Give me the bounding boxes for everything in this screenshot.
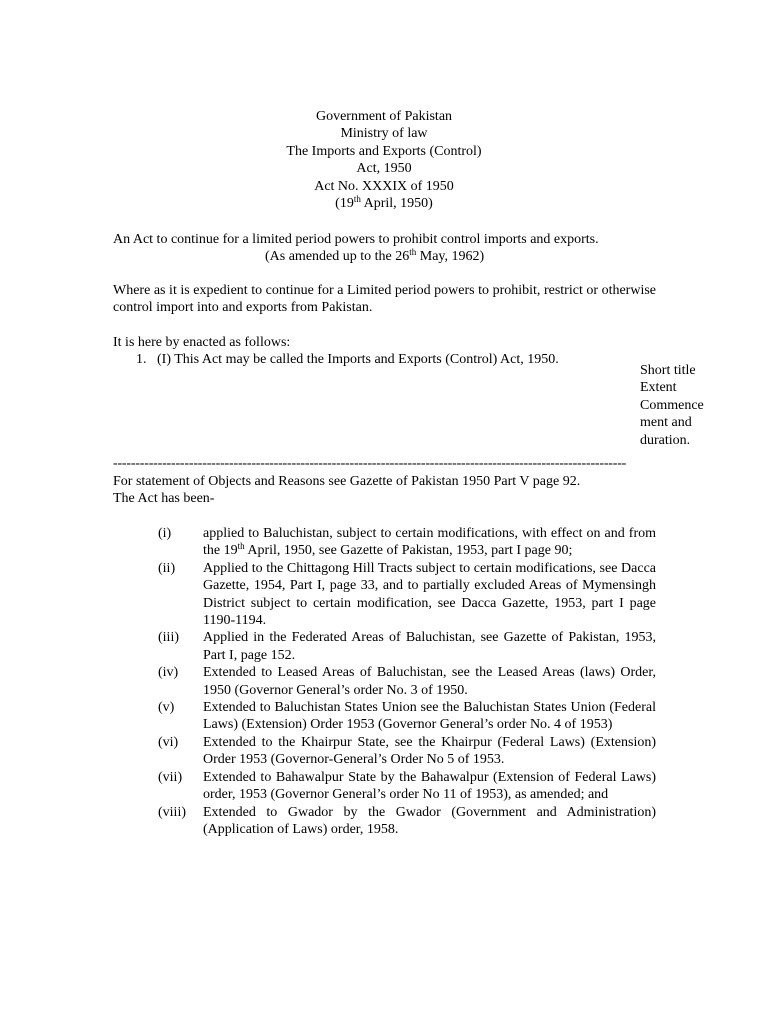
list-item-text: Extended to Gwador by the Gwador (Government and Administration) (Application of Laws) order, 1958.: [203, 804, 656, 837]
margin-note-line: Commence: [640, 397, 704, 413]
purpose-text: An Act to continue for a limited period powers to prohibit control imports and exports.: [113, 232, 599, 247]
header-date-pre: (19: [335, 196, 354, 212]
list-item-text: Applied to the Chittagong Hill Tracts subject to certain modifications, see Dacca Gazette, 1954, Part I, page 33, and to partially excluded Areas of Mymensingh District subject to certain modification, see Dacca Gazette, 1953, part I page 1190-1194.: [203, 560, 656, 629]
list-item-number: (ii): [158, 560, 176, 576]
header-date-sup: th: [353, 194, 361, 205]
preamble-whereas: Where as it is expedient to continue for a Limited period powers to prohibit, restrict or otherwise control import into and exports from Pakistan.: [113, 283, 656, 316]
header-government: Government of Pakistan: [315, 109, 453, 124]
list-item-text: [203, 525, 656, 560]
header-date-post: April, 1950): [360, 196, 433, 212]
list-item: [158, 629, 656, 664]
list-item-text-sup: th: [237, 541, 245, 552]
footnote: [113, 473, 580, 508]
margin-note-line: duration.: [640, 432, 691, 448]
footnote-objects-reasons: For statement of Objects and Reasons see Gazette of Pakistan 1950 Part V page 92.: [113, 474, 581, 489]
extension-list: [158, 525, 656, 838]
list-item: [158, 560, 656, 630]
clause-1: [136, 351, 559, 368]
header-ministry: Ministry of law: [340, 126, 428, 142]
margin-note-line: Short title: [640, 363, 696, 378]
amendment-sup: th: [409, 247, 417, 258]
header-act-number: Act No. XXXIX of 1950: [314, 178, 454, 194]
amendment-post: May, 1962): [416, 249, 485, 265]
list-item-text: Extended to Baluchistan States Union see the Baluchistan States Union (Federal Laws) (Extension) Order 1953 (Governor General’s order No. 4 of 1953): [203, 700, 656, 733]
list-item-number: (viii): [158, 804, 186, 820]
list-item: [158, 525, 656, 560]
margin-note-line: ment and: [640, 415, 692, 431]
footnote-separator: -------------------------------------------------------------------------------------------------------------------: [113, 456, 627, 471]
header-act-title: The Imports and Exports (Control): [286, 143, 482, 159]
list-item-text-pre: applied to Baluchistan, subject to certain modifications, with effect on and from the 19: [203, 526, 656, 559]
enactment-line: It is here by enacted as follows:: [113, 335, 291, 350]
list-item-text: Applied in the Federated Areas of Baluchistan, see Gazette of Pakistan, 1953, Part I, page 152.: [203, 630, 656, 663]
header-date: [0, 195, 768, 212]
amendment-note: [113, 248, 673, 265]
list-item-number: (i): [158, 526, 172, 541]
list-item-text-post: April, 1950, see Gazette of Pakistan, 1953, part I page 90;: [244, 543, 573, 559]
list-item-number: (vi): [158, 734, 179, 750]
amendment-pre: (As amended up to the 26: [265, 249, 410, 265]
list-item-number: (iv): [158, 665, 179, 681]
clause-1-text: (I) This Act may be called the Imports and Exports (Control) Act, 1950.: [157, 352, 559, 367]
list-item: [158, 734, 656, 769]
list-item-text: Extended to Leased Areas of Baluchistan, see the Leased Areas (laws) Order, 1950 (Governor General’s order No. 3 of 1950.: [203, 665, 656, 698]
list-item: [158, 804, 656, 839]
clause-1-number: 1.: [136, 352, 147, 367]
header-act-year: Act, 1950: [356, 161, 412, 177]
footnote-intro: The Act has been-: [113, 491, 215, 507]
list-item: [158, 699, 656, 734]
document-header: [0, 108, 768, 212]
list-item: [158, 769, 656, 804]
list-item-text: Extended to the Khairpur State, see the Khairpur (Federal Laws) (Extension) Order 1953 (Governor-General’s Order No 5 of 1953.: [203, 734, 656, 768]
list-item-number: (v): [158, 700, 175, 716]
margin-note-line: Extent: [640, 380, 677, 396]
list-item-number: (iii): [158, 630, 179, 646]
list-item-number: (vii): [158, 769, 183, 785]
list-item-text: Extended to Bahawalpur State by the Bahawalpur (Extension of Federal Laws) order, 1953 (Governor General’s order No 11 of 1953), as amended; and: [203, 769, 656, 803]
list-item: [158, 664, 656, 699]
act-purpose: [113, 231, 673, 266]
margin-note: [640, 362, 720, 449]
